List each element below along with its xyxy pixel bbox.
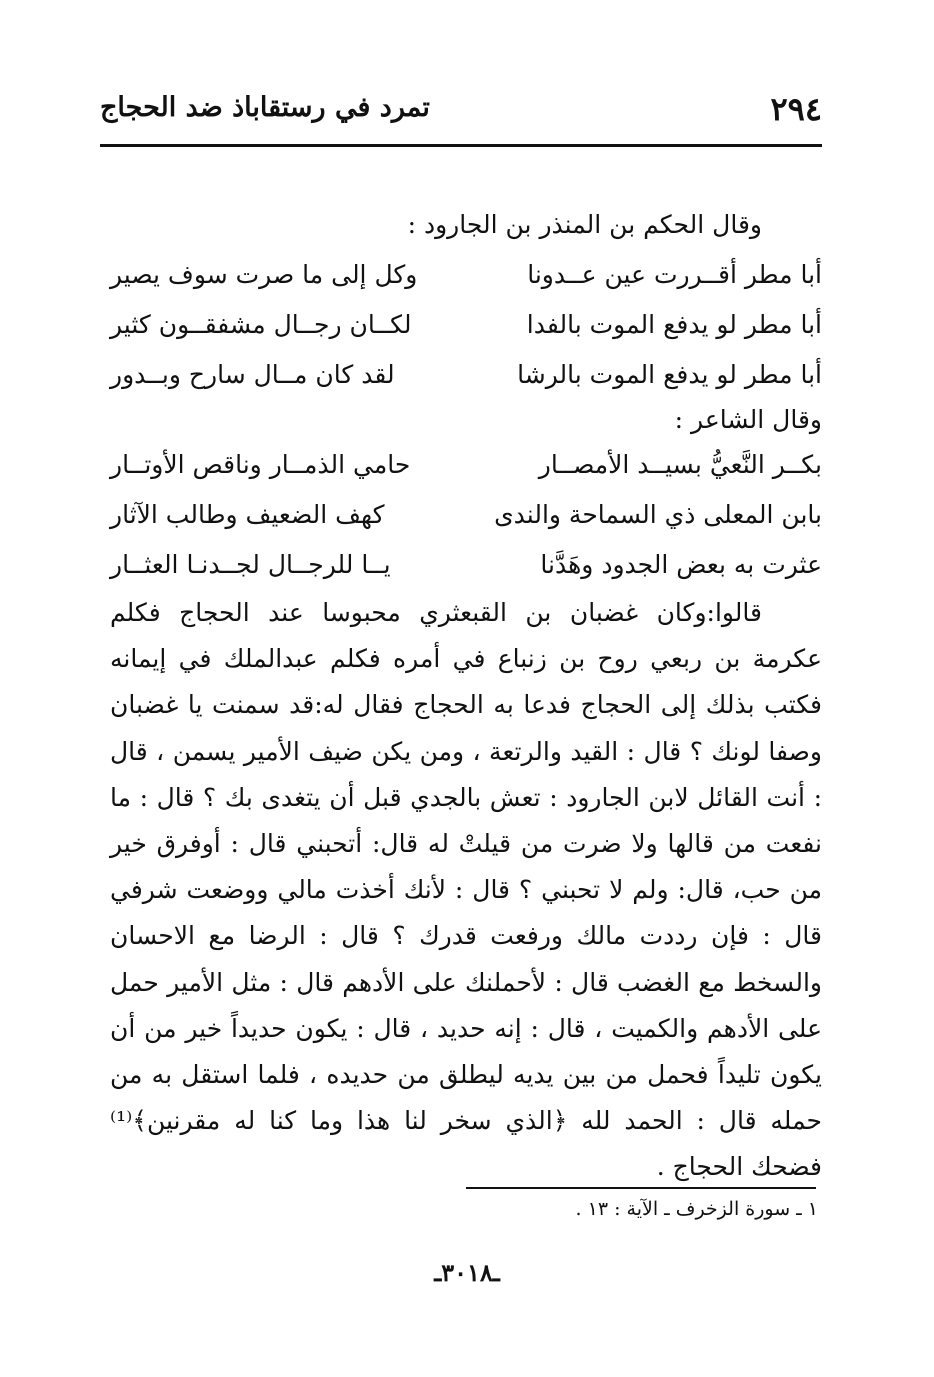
footnote: ١ ـ سورة الزخرف ـ الآية : ١٣ . <box>575 1198 818 1220</box>
poem <box>110 440 822 590</box>
verse-first-hemistich: أبا مطر أقــررت عين عــدونا <box>527 260 822 289</box>
verse-first-hemistich: أبا مطر لو يدفع الموت بالرشا <box>517 360 822 389</box>
poem-verse <box>110 250 822 300</box>
header-rule <box>100 144 822 147</box>
poem <box>110 250 822 400</box>
verse-first-hemistich: بابن المعلى ذي السماحة والندى <box>494 500 822 529</box>
verse-second-hemistich: كهف الضعيف وطالب الآثار <box>110 500 385 529</box>
footnote-rule <box>466 1187 816 1189</box>
poem-intro: وقال الشاعر : <box>674 405 822 434</box>
poem-verse <box>110 440 822 490</box>
poem-verse <box>110 490 822 540</box>
page-number: ٢٩٤ <box>770 90 822 128</box>
verse-second-hemistich: لقد كان مــال سارح وبــدور <box>110 360 395 389</box>
verse-first-hemistich: عثرت به بعض الجدود وهَدَّنا <box>540 550 822 579</box>
prose-paragraph: قالوا:وكان غضبان بن القبعثري محبوسا عند الحجاج فكلم عكرمة بن ربعي روح بن زنباع في أمره فكلم عبدالملك في إيمانه فكتب بذلك إلى الحجاج فدعا به الحجاج فقال له:قد سمنت يا غضبان وصفا لونك ؟ قال : القيد والرتعة ، ومن يكن ضيف الأمير يسمن ، قال : أنت القائل لابن الجارود : تعش بالجدي قبل أن يتغدى بك ؟ قال : ما نفعت من قالها ولا ضرت من قيلتْ له قال: أتحبني قال : أوفرق خير من حب، قال: ولم لا تحبني ؟ قال : لأنك أخذت مالي ووضعت شرفي قال : فإن رددت مالك ورفعت قدرك ؟ قال : الرضا مع الاحسان والسخط مع الغضب قال : لأحملنك على الأدهم قال : مثل الأمير حمل على الأدهم والكميت ، قال : إنه حديد ، قال : يكون حديداً خير من أن يكون تليداً فحمل من بين يديه ليطلق من حديده ، فلما استقل به من حمله قال : الحمد لله ﴿الذي سخر لنا هذا وما كنا له مقرنين﴾⁽¹⁾ فضحك الحجاج . <box>110 598 822 1182</box>
running-title: تمرد في رستقاباذ ضد الحجاج <box>100 92 430 123</box>
poem-intro: وقال الحكم بن المنذر بن الجارود : <box>407 210 762 239</box>
main-text <box>110 200 822 1191</box>
verse-second-hemistich: يــا للرجــال لجــدنـا العثــار <box>110 550 391 579</box>
poem-verse <box>110 300 822 350</box>
verse-first-hemistich: أبا مطر لو يدفع الموت بالفدا <box>526 310 822 339</box>
page-header <box>100 92 822 142</box>
verse-second-hemistich: لكــان رجــال مشفقــون كثير <box>110 310 412 339</box>
verse-second-hemistich: وكل إلى ما صرت سوف يصير <box>110 260 418 289</box>
poem-verse <box>110 540 822 590</box>
verse-first-hemistich: بكــر النَّعيُّ بسيــد الأمصــار <box>538 450 822 479</box>
poem-verse <box>110 350 822 400</box>
verse-second-hemistich: حامي الذمــار وناقص الأوتــار <box>110 450 411 479</box>
folio-number: ـ٣٠١٨ـ <box>434 1258 500 1287</box>
